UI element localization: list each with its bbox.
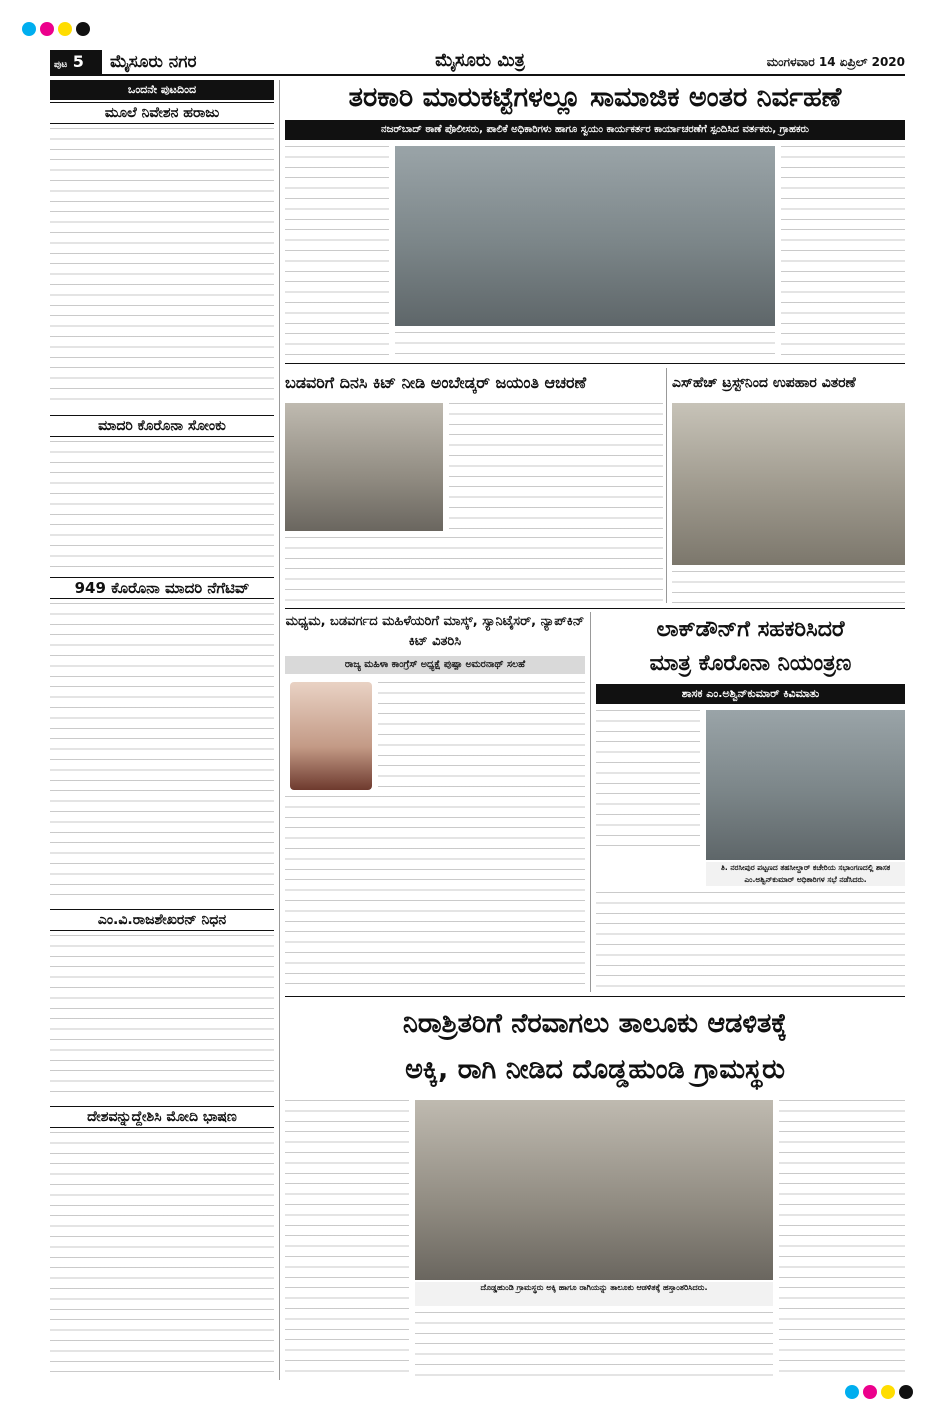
registration-mark-yellow bbox=[881, 1385, 895, 1399]
story-body bbox=[596, 892, 905, 992]
story-headline: ಮಧ್ಯಮ, ಬಡವರ್ಗದ ಮಹಿಳೆಯರಿಗೆ ಮಾಸ್ಕ್, ಸ್ಯಾನಿಟೈಸರ್, ನ್ಯಾಪ್‌ಕಿನ್ ಕಿಟ್ ವಿತರಿಸಿ bbox=[285, 614, 585, 649]
story-strapline: ರಾಜ್ಯ ಮಹಿಳಾ ಕಾಂಗ್ರೆಸ್ ಅಧ್ಯಕ್ಷೆ ಪುಷ್ಪಾ ಅಮರನಾಥ್ ಸಲಹೆ bbox=[285, 656, 585, 674]
story-headline-line1: ನಿರಾಶ್ರಿತರಿಗೆ ನೆರವಾಗಲು ತಾಲೂಕು ಆಡಳಿತಕ್ಕೆ bbox=[402, 1008, 788, 1039]
story-body bbox=[285, 146, 389, 358]
story-body bbox=[779, 1100, 905, 1380]
story-headline: ಎಂ.ವಿ.ರಾಜಶೇಖರನ್ ನಿಧನ bbox=[50, 909, 274, 931]
story-body bbox=[285, 537, 663, 603]
photo-caption: ತಿ. ನರಸೀಪುರ ಪಟ್ಟಣದ ತಹಸೀಲ್ದಾರ್ ಕಚೇರಿಯ ಸಭಾಂಗಣದಲ್ಲಿ ಶಾಸಕ ಎಂ.ಅಶ್ವಿನ್‌ಕುಮಾರ್ ಅಧಿಕಾರಿಗಳ ಸಭೆ ನಡೆಸಿದರು. bbox=[706, 862, 905, 886]
story-headline: ಮಾದರಿ ಕೊರೊನಾ ಸೋಂಕು bbox=[50, 415, 274, 437]
section-name: ಮೈಸೂರು ನಗರ bbox=[110, 52, 197, 72]
divider bbox=[285, 608, 905, 609]
continued-label: ಒಂದನೇ ಪುಟದಿಂದ bbox=[50, 80, 274, 100]
registration-mark-black bbox=[76, 22, 90, 36]
registration-mark-cyan bbox=[22, 22, 36, 36]
story-headline: ಎಸ್‌ಹೆಚ್ ಟ್ರಸ್ಟ್‌ನಿಂದ ಉಪಹಾರ ವಿತರಣೆ bbox=[672, 375, 856, 391]
registration-mark-cyan bbox=[845, 1385, 859, 1399]
market-photo bbox=[395, 146, 775, 326]
column-divider bbox=[279, 80, 280, 1380]
column-divider bbox=[590, 612, 591, 992]
rice-bags-photo bbox=[415, 1100, 773, 1280]
story-headline-line2: ಅಕ್ಕಿ, ರಾಗಿ ನೀಡಿದ ದೊಡ್ಡಹುಂಡಿ ಗ್ರಾಮಸ್ಥರು bbox=[405, 1054, 785, 1085]
photo-caption: ದೊಡ್ಡಹುಂಡಿ ಗ್ರಾಮಸ್ಥರು ಅಕ್ಕಿ ಹಾಗೂ ರಾಗಿಯನ್ನು ತಾಲೂಕು ಆಡಳಿತಕ್ಕೆ ಹಸ್ತಾಂತರಿಸಿದರು. bbox=[415, 1282, 773, 1306]
story-body bbox=[50, 1132, 274, 1372]
story-body bbox=[781, 146, 905, 358]
issue-date: ಮಂಗಳವಾರ 14 ಏಪ್ರಿಲ್ 2020 bbox=[766, 55, 905, 69]
story-body bbox=[50, 603, 274, 903]
breakfast-distribution-photo bbox=[672, 403, 905, 565]
ration-kit-photo bbox=[285, 403, 443, 531]
story-headline: ದೇಶವನ್ನುದ್ದೇಶಿಸಿ ಮೋದಿ ಭಾಷಣ bbox=[50, 1106, 274, 1128]
registration-mark-magenta bbox=[40, 22, 54, 36]
officials-meeting-photo bbox=[706, 710, 905, 860]
story-headline: 949 ಕೊರೊನಾ ಮಾದರಿ ನೆಗೆಟಿವ್ bbox=[50, 577, 274, 599]
divider bbox=[285, 363, 905, 364]
page-number-badge bbox=[50, 50, 102, 74]
column-divider bbox=[666, 368, 667, 603]
story-headline-line1: ಲಾಕ್‌ಡೌನ್‌ಗೆ ಸಹಕರಿಸಿದರೆ bbox=[656, 617, 845, 642]
story-body bbox=[449, 403, 663, 531]
story-body bbox=[50, 935, 274, 1100]
story-headline-line2: ಮಾತ್ರ ಕೊರೊನಾ ನಿಯಂತ್ರಣ bbox=[649, 651, 852, 676]
registration-mark-magenta bbox=[863, 1385, 877, 1399]
story-body bbox=[50, 441, 274, 571]
story-body bbox=[672, 571, 905, 603]
masthead: ಮೈಸೂರು ಮಿತ್ರ bbox=[435, 50, 525, 71]
story-headline: ಬಡವರಿಗೆ ದಿನಸಿ ಕಿಟ್ ನೀಡಿ ಅಂಬೇಡ್ಕರ್ ಜಯಂತಿ ಆಚರಣೆ bbox=[285, 373, 587, 392]
portrait-photo bbox=[290, 682, 372, 790]
story-body bbox=[596, 710, 700, 850]
registration-mark-yellow bbox=[58, 22, 72, 36]
story-body bbox=[415, 1312, 773, 1380]
page-number: 5 bbox=[72, 52, 84, 71]
left-column bbox=[50, 80, 274, 1380]
story-body bbox=[285, 1100, 409, 1380]
story-body bbox=[50, 128, 274, 408]
page-header bbox=[50, 48, 905, 76]
story-headline: ಮೂಲೆ ನಿವೇಶನ ಹರಾಜು bbox=[50, 102, 274, 124]
lead-headline: ತರಕಾರಿ ಮಾರುಕಟ್ಟೆಗಳಲ್ಲೂ ಸಾಮಾಜಿಕ ಅಂತರ ನಿರ್ವಹಣೆ bbox=[348, 82, 842, 113]
story-body bbox=[285, 796, 585, 992]
divider bbox=[285, 996, 905, 997]
story-strapline: ಶಾಸಕ ಎಂ.ಅಶ್ವಿನ್‌ಕುಮಾರ್ ಕಿವಿಮಾತು bbox=[596, 684, 905, 704]
story-body bbox=[378, 682, 585, 790]
story-body bbox=[395, 332, 775, 358]
registration-mark-black bbox=[899, 1385, 913, 1399]
lead-strapline: ನಜರ್‌ಬಾದ್ ಠಾಣೆ ಪೊಲೀಸರು, ಪಾಲಿಕೆ ಅಧಿಕಾರಿಗಳು ಹಾಗೂ ಸ್ವಯಂ ಕಾರ್ಯಕರ್ತರ ಕಾರ್ಯಾಚರಣೆಗೆ ಸ್ಪಂದಿಸಿದ ವರ್ತಕರು, ಗ್ರಾಹಕರು bbox=[285, 120, 905, 140]
page-label: ಪುಟ bbox=[54, 60, 68, 70]
